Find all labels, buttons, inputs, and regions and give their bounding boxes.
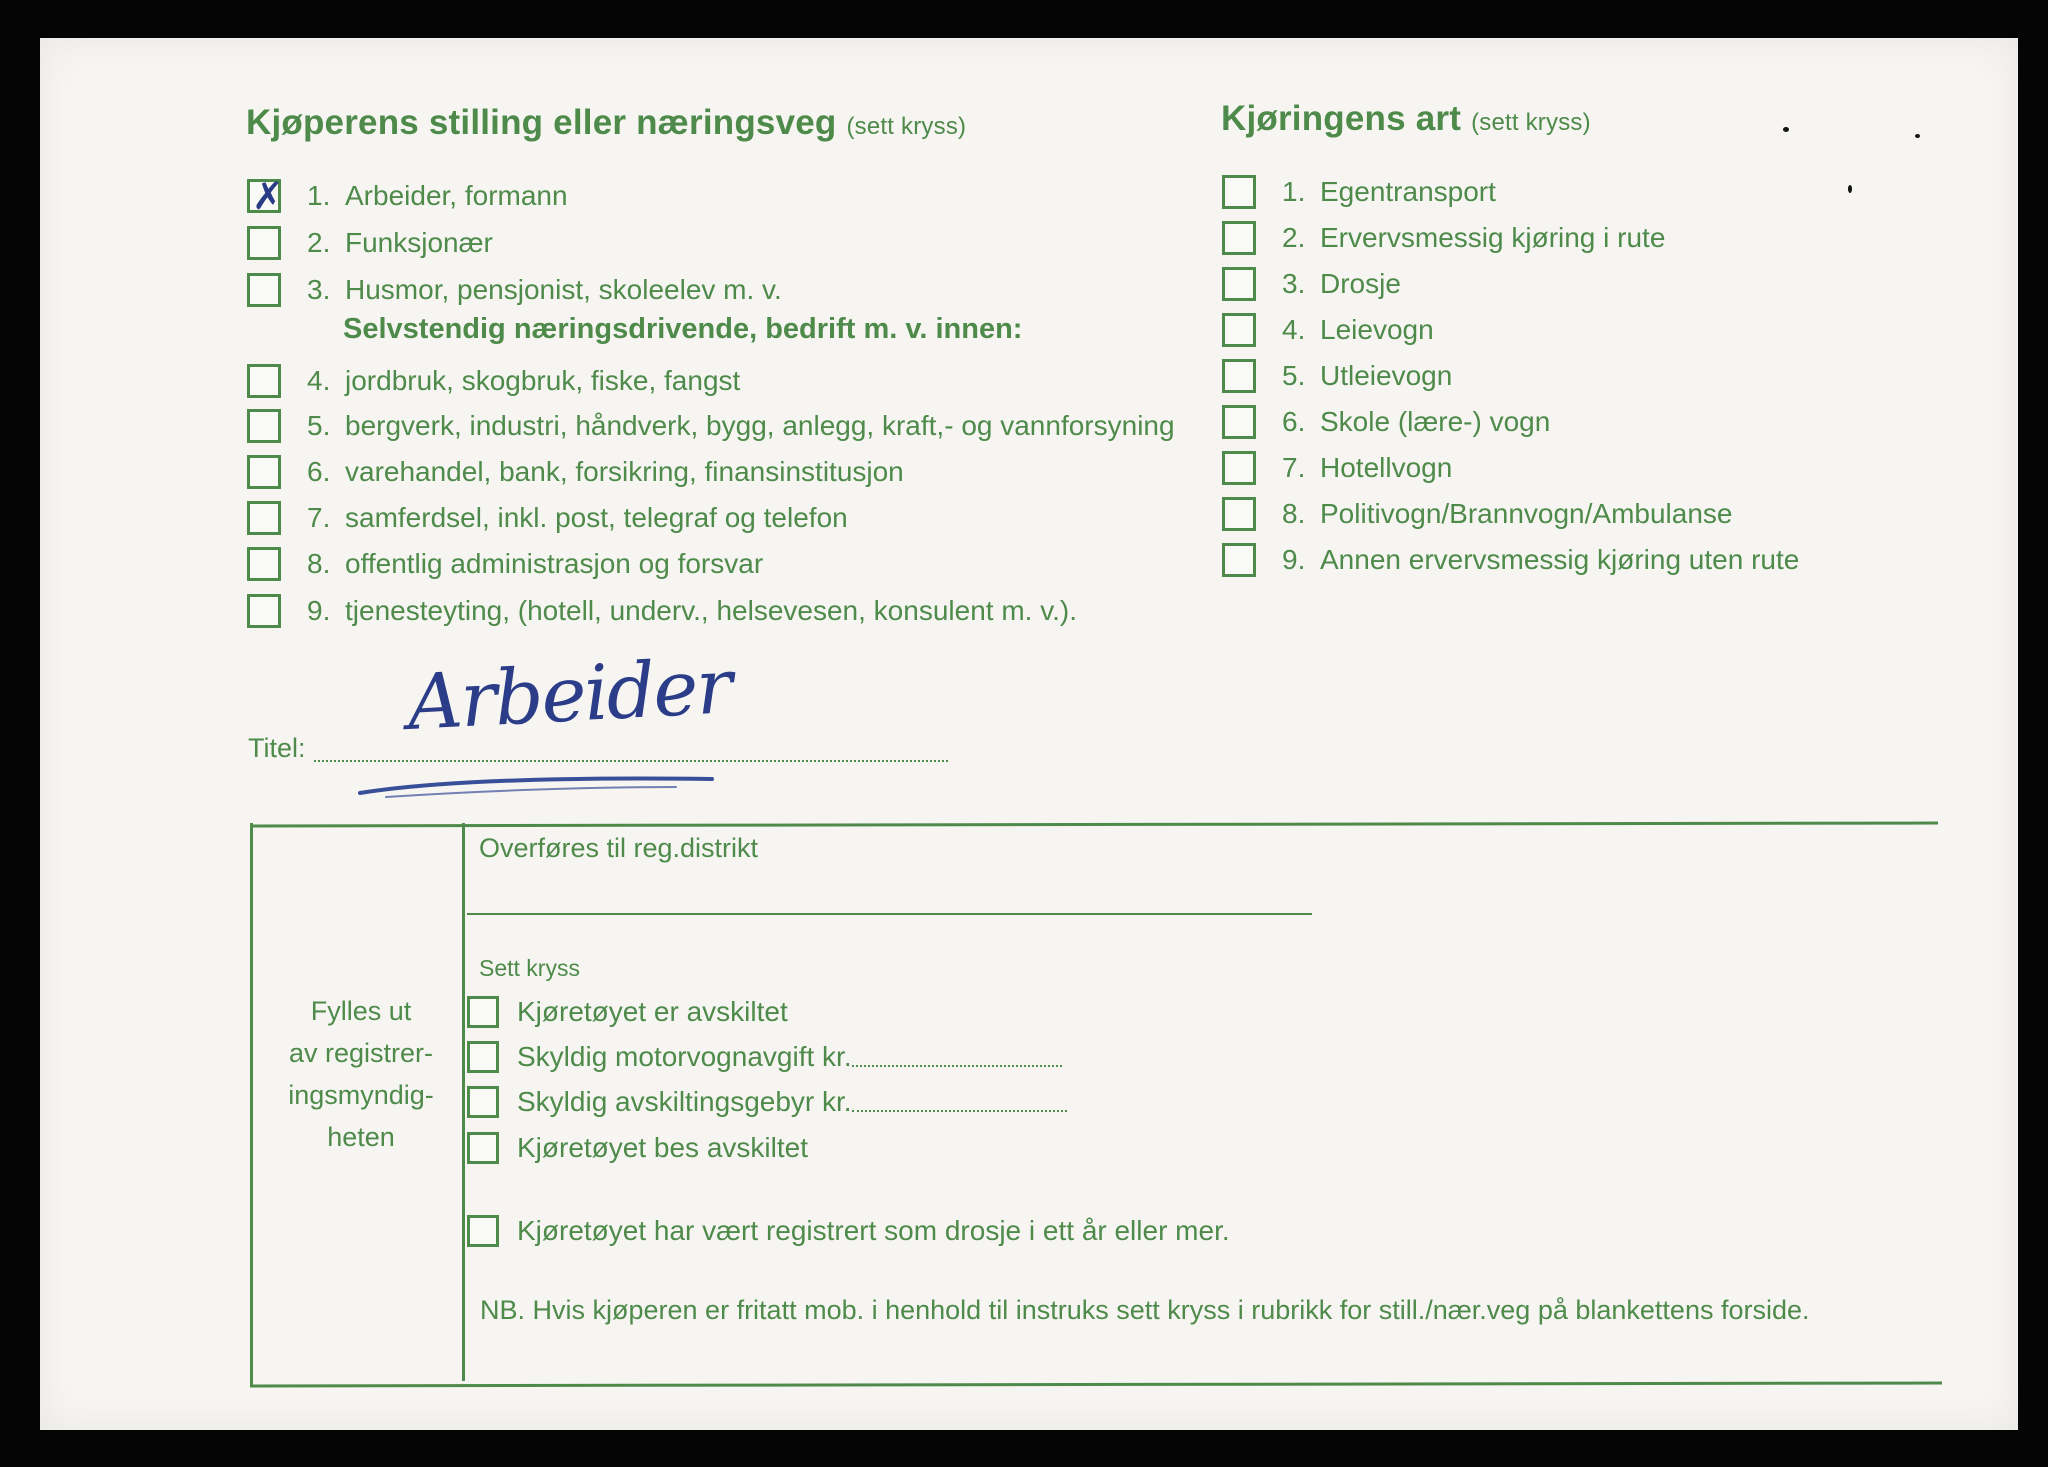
- driving-type-heading: [1221, 99, 1591, 139]
- option-label: Skyldig avskiltingsgebyr kr.: [517, 1086, 852, 1117]
- side-label-line: av registrer-: [288, 1038, 434, 1068]
- checkbox[interactable]: [467, 1086, 499, 1118]
- side-label-line: Fylles ut: [310, 996, 412, 1026]
- nb-note: NB. Hvis kjøperen er fritatt mob. i henhold til instruks sett kryss i rubrikk for still./nær.veg på blankettens forside.: [480, 1295, 1810, 1325]
- checkbox[interactable]: [467, 1215, 499, 1247]
- option-number: 7.: [307, 502, 331, 533]
- titel-label: Titel:: [248, 733, 306, 763]
- option-number: 1.: [1282, 176, 1306, 207]
- checkbox[interactable]: [1222, 267, 1256, 301]
- checkbox[interactable]: [247, 409, 281, 443]
- option-number: 2.: [1282, 222, 1306, 253]
- checkbox[interactable]: [1222, 405, 1256, 439]
- option-label: Kjøretøyet er avskiltet: [517, 996, 788, 1027]
- checkbox[interactable]: [1222, 175, 1256, 209]
- checkbox[interactable]: [1222, 313, 1256, 347]
- option-number: 5.: [307, 410, 331, 441]
- option-number: 6.: [1282, 406, 1306, 437]
- checkbox[interactable]: [467, 1132, 499, 1164]
- option-number: 8.: [1282, 498, 1306, 529]
- occupation-option-1[interactable]: [247, 176, 568, 216]
- option-label: Egentransport: [1320, 176, 1496, 207]
- option-label: Annen ervervsmessig kjøring uten rute: [1320, 544, 1800, 575]
- self-employed-subheading: Selvstendig næringsdrivende, bedrift m. v. innen:: [343, 313, 1023, 345]
- driving-option-2[interactable]: [1222, 218, 1665, 258]
- occupation-option-5[interactable]: [247, 406, 1175, 446]
- occupation-option-7[interactable]: [247, 498, 848, 538]
- occupation-option-8[interactable]: [247, 544, 763, 584]
- option-label: Hotellvogn: [1320, 452, 1453, 483]
- reg-option-fee-owed[interactable]: [467, 1082, 1067, 1122]
- option-number: 9.: [307, 595, 331, 626]
- buyer-occupation-title: Kjøperens stilling eller næringsveg: [246, 103, 837, 142]
- driving-type-title: Kjøringens art: [1221, 99, 1462, 138]
- handwritten-title: Arbeider: [405, 641, 733, 747]
- driving-option-9[interactable]: [1222, 540, 1799, 580]
- option-number: 5.: [1282, 360, 1306, 391]
- reg-option-tax-owed[interactable]: [467, 1037, 1062, 1077]
- dust-speck: [1915, 134, 1920, 138]
- option-label: offentlig administrasjon og forsvar: [345, 548, 764, 579]
- signature-underline-stroke: [356, 773, 716, 803]
- driving-option-7[interactable]: [1222, 448, 1452, 488]
- option-label: Kjøretøyet har vært registrert som drosje i ett år eller mer.: [517, 1215, 1230, 1246]
- driving-option-6[interactable]: [1222, 402, 1550, 442]
- option-number: 6.: [307, 456, 331, 487]
- checkbox[interactable]: [247, 273, 281, 307]
- option-label: bergverk, industri, håndverk, bygg, anlegg, kraft,- og vannforsyning: [345, 410, 1175, 441]
- transfer-district-label: Overføres til reg.distrikt: [479, 833, 759, 863]
- bleed-through-text: [1090, 750, 1113, 788]
- filled-by-authority-label: [250, 990, 472, 1158]
- option-label: Skole (lære-) vogn: [1320, 406, 1551, 437]
- occupation-option-6[interactable]: [247, 452, 904, 492]
- option-label: Funksjonær: [345, 227, 493, 258]
- option-number: 2.: [307, 227, 331, 258]
- dust-speck: [1848, 185, 1852, 193]
- option-number: 3.: [1282, 268, 1306, 299]
- option-number: 1.: [307, 180, 331, 211]
- checkbox[interactable]: [1222, 221, 1256, 255]
- cross-mark-icon: ✗: [252, 174, 284, 218]
- checkbox[interactable]: [247, 226, 281, 260]
- driving-type-hint: (sett kryss): [1471, 109, 1591, 136]
- driving-option-1[interactable]: [1222, 172, 1496, 212]
- option-number: 9.: [1282, 544, 1306, 575]
- occupation-option-2[interactable]: [247, 223, 493, 263]
- option-number: 8.: [307, 548, 331, 579]
- option-label: tjenesteyting, (hotell, underv., helsevesen, konsulent m. v.).: [345, 595, 1078, 626]
- reg-option-request-deregistration[interactable]: [467, 1128, 808, 1168]
- checkbox[interactable]: [467, 1041, 499, 1073]
- checkbox[interactable]: [247, 594, 281, 628]
- option-label: Politivogn/Brannvogn/Ambulanse: [1320, 498, 1733, 529]
- reg-option-taxi-one-year[interactable]: [467, 1211, 1230, 1251]
- option-label: Arbeider, formann: [345, 180, 568, 211]
- driving-option-3[interactable]: [1222, 264, 1401, 304]
- side-label-line: ingsmyndig-: [288, 1080, 434, 1110]
- option-label: varehandel, bank, forsikring, finansinstitusjon: [345, 456, 904, 487]
- sett-kryss-label: Sett kryss: [479, 955, 580, 981]
- buyer-occupation-hint: (sett kryss): [846, 113, 967, 140]
- option-label: jordbruk, skogbruk, fiske, fangst: [345, 365, 741, 396]
- checkbox[interactable]: [247, 547, 281, 581]
- option-number: 7.: [1282, 452, 1306, 483]
- reg-option-deregistered[interactable]: [467, 992, 788, 1032]
- option-label: Leievogn: [1320, 314, 1434, 345]
- amount-dotted-line: [852, 1092, 1067, 1112]
- option-label: Utleievogn: [1320, 360, 1453, 391]
- amount-dotted-line: [852, 1047, 1062, 1067]
- checkbox[interactable]: [467, 996, 499, 1028]
- driving-option-4[interactable]: [1222, 310, 1434, 350]
- buyer-occupation-heading: [246, 103, 966, 143]
- option-label: Ervervsmessig kjøring i rute: [1320, 222, 1666, 253]
- option-label: Drosje: [1320, 268, 1401, 299]
- checkbox[interactable]: [247, 501, 281, 535]
- occupation-option-3[interactable]: [247, 270, 782, 310]
- checkbox[interactable]: [247, 455, 281, 489]
- option-number: 3.: [307, 274, 331, 305]
- occupation-option-4[interactable]: [247, 361, 740, 401]
- transfer-district-line: [467, 913, 1312, 915]
- checkbox-checked[interactable]: [247, 174, 284, 218]
- option-label: Husmor, pensjonist, skoleelev m. v.: [345, 274, 782, 305]
- driving-option-5[interactable]: [1222, 356, 1452, 396]
- driving-option-8[interactable]: [1222, 494, 1732, 534]
- option-label: samferdsel, inkl. post, telegraf og telefon: [345, 502, 848, 533]
- dust-speck: [1783, 127, 1789, 132]
- occupation-option-9[interactable]: [247, 591, 1077, 631]
- option-label: Kjøretøyet bes avskiltet: [517, 1132, 808, 1163]
- option-number: 4.: [1282, 314, 1306, 345]
- titel-dotted-line: [314, 760, 948, 762]
- side-label-line: heten: [327, 1122, 395, 1152]
- checkbox[interactable]: [1222, 497, 1256, 531]
- option-label: Skyldig motorvognavgift kr.: [517, 1041, 852, 1072]
- checkbox[interactable]: [1222, 359, 1256, 393]
- checkbox[interactable]: [1222, 451, 1256, 485]
- checkbox[interactable]: [247, 364, 281, 398]
- option-number: 4.: [307, 365, 331, 396]
- checkbox[interactable]: [1222, 543, 1256, 577]
